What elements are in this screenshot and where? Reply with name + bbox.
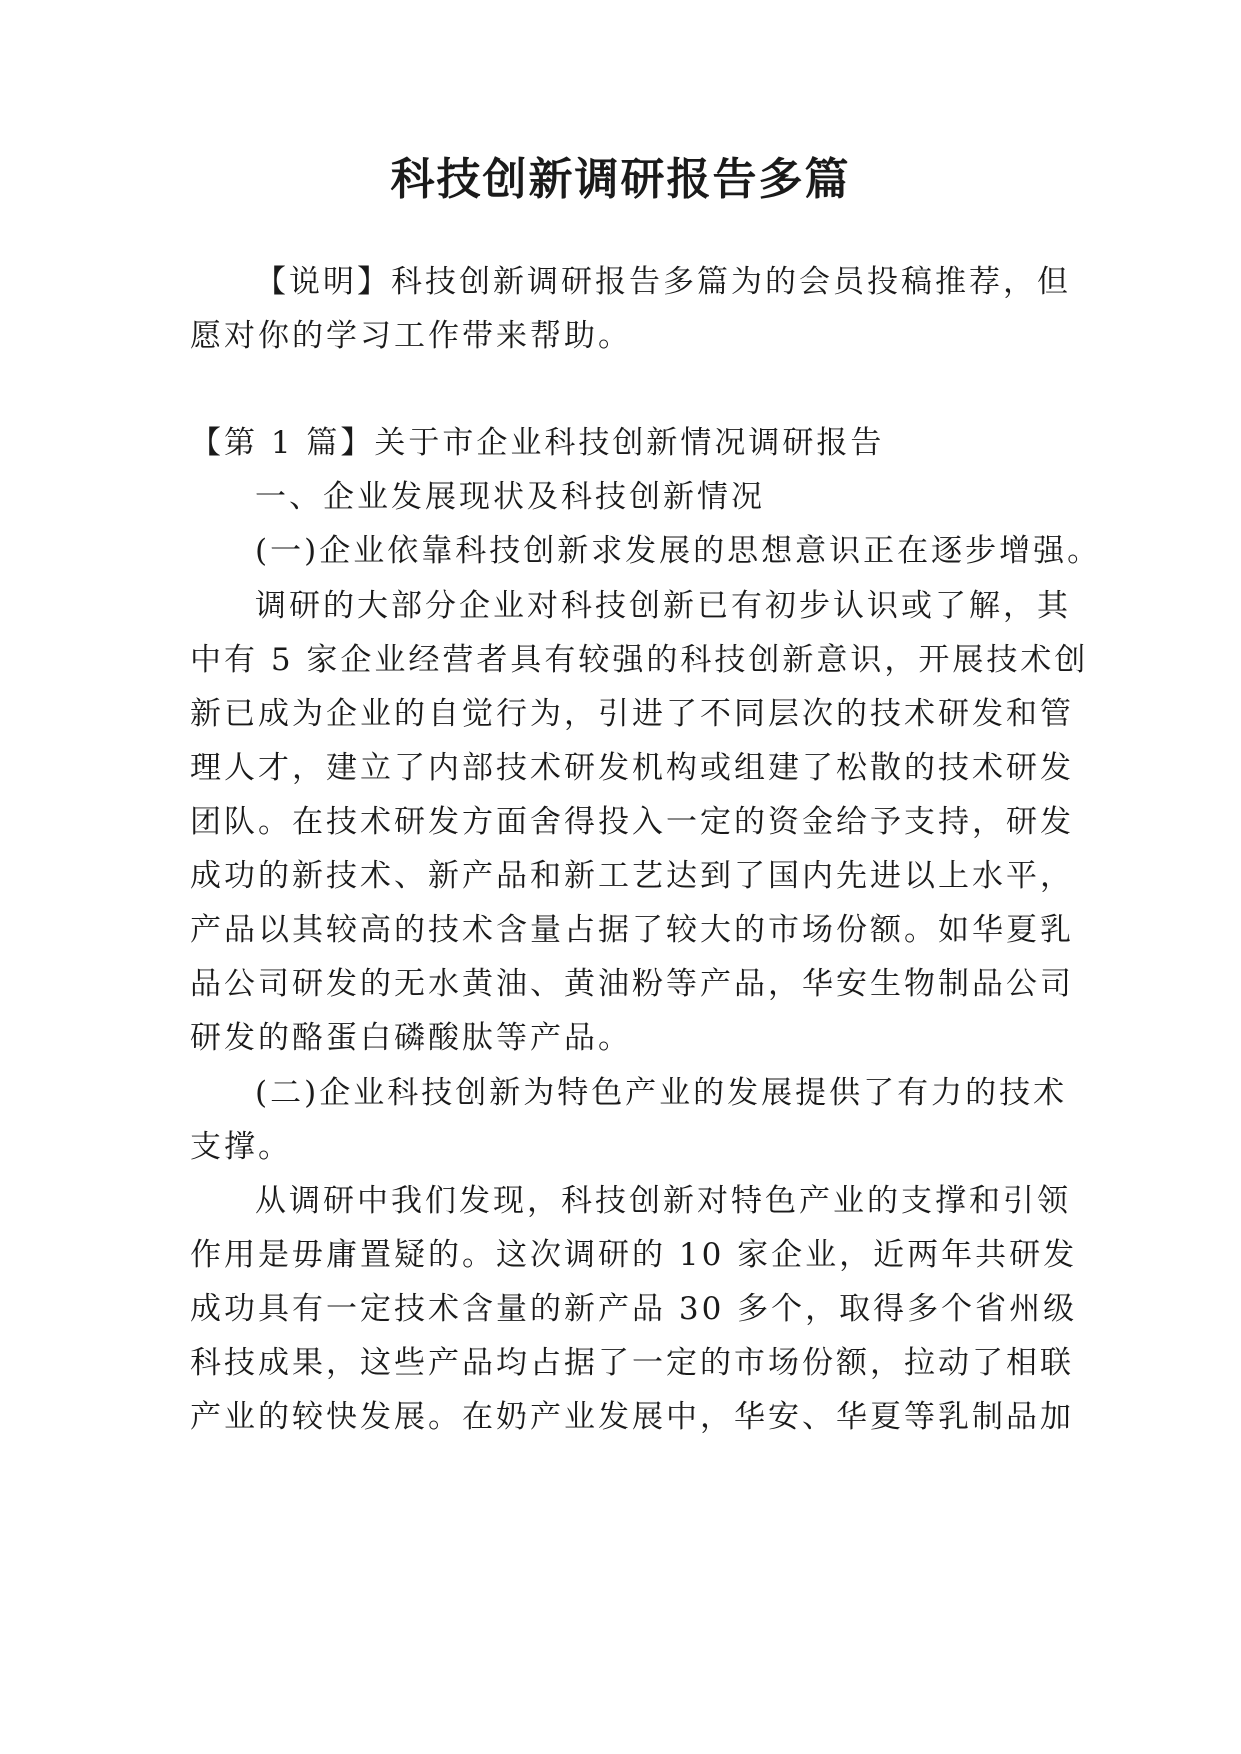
note-line-1: 【说明】科技创新调研报告多篇为的会员投稿推荐，但 — [255, 264, 1071, 300]
paragraph-line: 成功的新技术、新产品和新工艺达到了国内先进以上水平， — [190, 858, 1074, 894]
subsection-heading-1: (一)企业依靠科技创新求发展的思想意识正在逐步增强。 — [255, 533, 1102, 569]
document-title: 科技创新调研报告多篇 — [390, 154, 851, 205]
chapter-heading: 【第 1 篇】关于市企业科技创新情况调研报告 — [190, 425, 885, 461]
paragraph-line: 产业的较快发展。在奶产业发展中，华安、华夏等乳制品加 — [190, 1399, 1074, 1435]
subsection-heading-2: (二)企业科技创新为特色产业的发展提供了有力的技术 — [255, 1075, 1068, 1111]
paragraph-line: 作用是毋庸置疑的。这次调研的 10 家企业，近两年共研发 — [190, 1237, 1078, 1273]
paragraph-line: 产品以其较高的技术含量占据了较大的市场份额。如华夏乳 — [190, 912, 1074, 948]
subsection-heading-2-cont: 支撑。 — [190, 1129, 292, 1165]
paragraph-line: 科技成果，这些产品均占据了一定的市场份额，拉动了相联 — [190, 1345, 1074, 1381]
note-line-2: 愿对你的学习工作带来帮助。 — [190, 318, 632, 354]
paragraph-line: 成功具有一定技术含量的新产品 30 多个，取得多个省州级 — [190, 1291, 1078, 1327]
paragraph-line: 中有 5 家企业经营者具有较强的科技创新意识，开展技术创 — [190, 642, 1089, 678]
paragraph-line: 调研的大部分企业对科技创新已有初步认识或了解，其 — [255, 588, 1071, 624]
paragraph-line: 研发的酪蛋白磷酸肽等产品。 — [190, 1020, 632, 1056]
paragraph-line: 团队。在技术研发方面舍得投入一定的资金给予支持，研发 — [190, 804, 1074, 840]
paragraph-line: 品公司研发的无水黄油、黄油粉等产品，华安生物制品公司 — [190, 966, 1074, 1002]
section-heading: 一、企业发展现状及科技创新情况 — [255, 479, 765, 515]
paragraph-line: 理人才，建立了内部技术研发机构或组建了松散的技术研发 — [190, 750, 1074, 786]
paragraph-line: 新已成为企业的自觉行为，引进了不同层次的技术研发和管 — [190, 696, 1074, 732]
paragraph-line: 从调研中我们发现，科技创新对特色产业的支撑和引领 — [255, 1183, 1071, 1219]
